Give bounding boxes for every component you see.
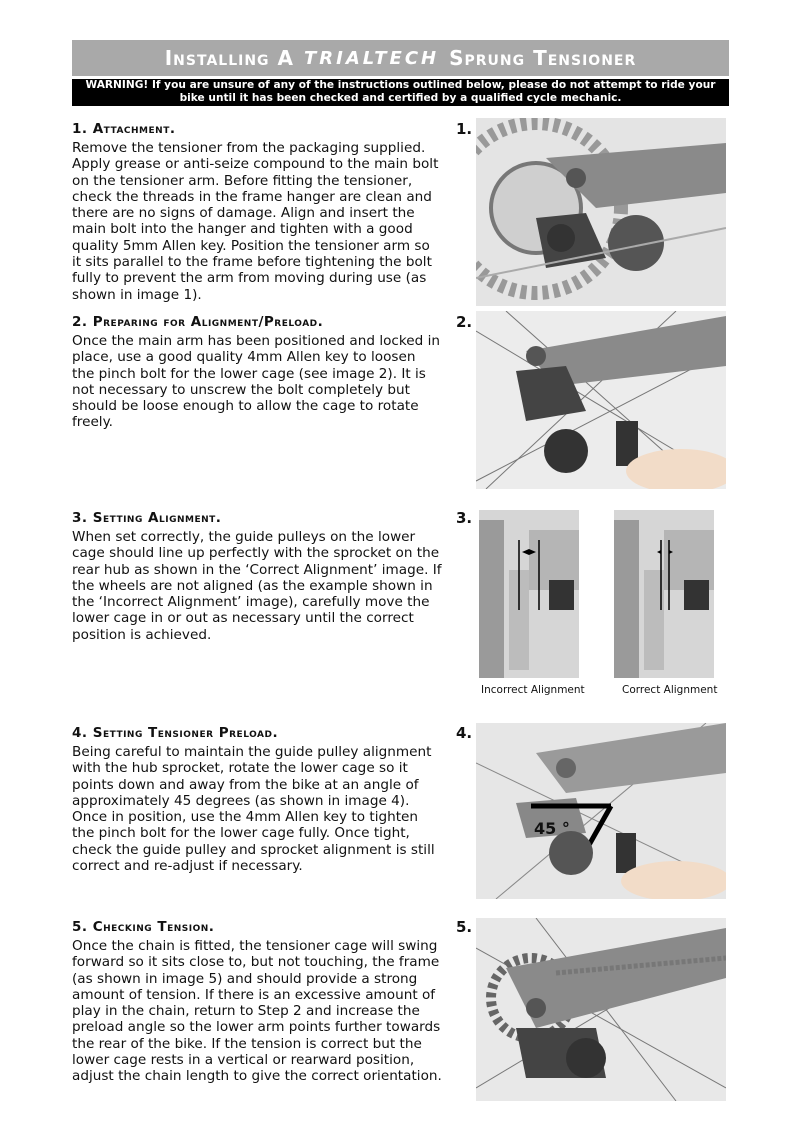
step-2 — [72, 314, 442, 431]
step-5-heading: 5. Checking Tension. — [72, 919, 215, 935]
image-1-number: 1. — [456, 120, 473, 138]
image-2-photo — [476, 311, 726, 489]
step-3 — [72, 510, 442, 643]
title-bar — [72, 40, 729, 76]
image-3-number: 3. — [456, 509, 473, 527]
chain-tension-illustration — [476, 918, 726, 1101]
caption-incorrect-alignment: Incorrect Alignment — [481, 684, 585, 696]
warning-banner — [72, 79, 729, 106]
angle-label: 45 ° — [534, 819, 570, 838]
title-prefix: Installing A — [164, 46, 294, 70]
image-3-incorrect-photo — [479, 510, 579, 678]
caption-correct-alignment: Correct Alignment — [622, 684, 718, 696]
step-1-heading: 1. Attachment. — [72, 121, 176, 137]
step-5-body: Once the chain is fitted, the tensioner cage will swing forward so it sits close to, but not touching, the frame (as shown in image 5) and should provide a strong amount of tension. If there is an excessive amount of play in the chain, return to Step 2 and increase the preload angle so the lower arm points further towards the rear of the bike. If the tension is correct but the lower cage rests in a vertical or rearward position, adjust the chain length to give the correct orientation. — [72, 938, 442, 1085]
warning-text: WARNING! If you are unsure of any of the instructions outlined below, please do not attempt to ride your bike until it has been checked and certified by a qualified cycle mechanic. — [85, 79, 716, 104]
step-2-body: Once the main arm has been positioned and locked in place, use a good quality 4mm Allen key to loosen the pinch bolt for the lower cage (see image 2). It is not necessary to unscrew the bolt completely but should be loose enough to allow the cage to rotate freely. — [72, 333, 440, 431]
step-4 — [72, 725, 442, 874]
image-2-number: 2. — [456, 313, 473, 331]
step-4-heading: 4. Setting Tensioner Preload. — [72, 725, 279, 741]
step-1-body: Remove the tensioner from the packaging supplied. Apply grease or anti-seize compound to the main bolt on the tensioner arm. Before fitting the tensioner, check the threads in the frame hanger are clean and there are no signs of damage. Align and insert the main bolt into the hanger and tighten with a good quality 5mm Allen key. Position the tensioner arm so it sits parallel to the frame before tightening the bolt fully to prevent the arm from moving during use (as shown in image 1). — [72, 140, 439, 303]
tensioner-attachment-illustration — [476, 118, 726, 306]
step-1 — [72, 121, 442, 303]
step-2-heading: 2. Preparing for Alignment/Preload. — [72, 314, 324, 330]
image-1-photo — [476, 118, 726, 306]
image-5-number: 5. — [456, 918, 473, 936]
brand-logo-text: TRIALTECH — [303, 47, 440, 69]
preload-angle-illustration — [476, 723, 726, 899]
title-suffix: Sprung Tensioner — [449, 46, 637, 70]
step-4-body: Being careful to maintain the guide pulley alignment with the hub sprocket, rotate the lower cage so it points down and away from the bike at an angle of approximately 45 degrees (as shown in image 4). Once in position, use the 4mm Allen key to tighten the pinch bolt for the lower cage fully. Once tight, check the guide pulley and sprocket alignment is still correct and re-adjust if necessary. — [72, 744, 435, 875]
image-3-correct-photo — [614, 510, 714, 678]
incorrect-alignment-illustration — [479, 510, 579, 678]
step-5 — [72, 919, 442, 1085]
image-4-photo — [476, 723, 726, 899]
correct-alignment-illustration — [614, 510, 714, 678]
step-3-heading: 3. Setting Alignment. — [72, 510, 222, 526]
loosen-pinch-bolt-illustration — [476, 311, 726, 489]
image-4-number: 4. — [456, 724, 473, 742]
image-5-photo — [476, 918, 726, 1101]
step-3-body: When set correctly, the guide pulleys on the lower cage should line up perfectly with the sprocket on the rear hub as shown in the ‘Correct Alignment’ image. If the wheels are not aligned (as the example shown in the ‘Incorrect Alignment’ image), carefully move the lower cage in or out as necessary until the correct position is achieved. — [72, 529, 442, 643]
